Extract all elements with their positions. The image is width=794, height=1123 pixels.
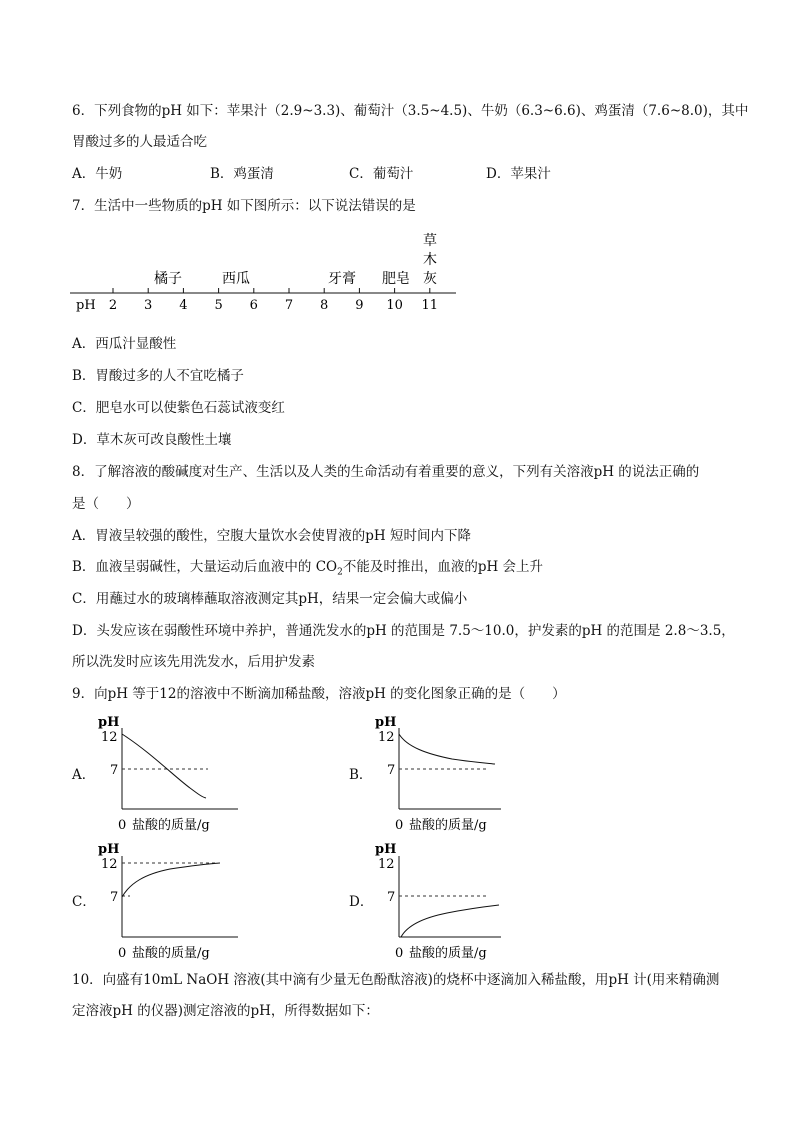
tick-label-2: 2 (108, 298, 118, 313)
graph-c-y-label: pH (98, 842, 120, 857)
q7-option-b[interactable]: B．胃酸过多的人不宜吃橘子 (72, 368, 244, 384)
graph-b-curve (399, 734, 495, 764)
graph-b-y-label: pH (375, 715, 397, 730)
q8-option-c[interactable]: C．用蘸过水的玻璃棒蘸取溶液测定其pH，结果一定会偏大或偏小 (72, 591, 468, 607)
q8-option-b[interactable] (72, 557, 543, 583)
graph-a-tick-7: 7 (110, 763, 119, 778)
graph-d[interactable] (367, 838, 527, 966)
label-watermelon: 西瓜 (222, 271, 250, 287)
q7-stem: 7．生活中一些物质的pH 如下图所示：以下说法错误的是 (72, 198, 416, 214)
graph-c-letter[interactable]: C． (72, 894, 96, 910)
graph-d-tick-7: 7 (387, 890, 396, 905)
label-toothpaste: 牙膏 (328, 271, 356, 287)
q6-option-c[interactable]: C．葡萄汁 (349, 166, 414, 182)
ph-number-line (70, 228, 470, 318)
graph-d-letter[interactable]: D． (349, 894, 374, 910)
tick-label-10: 10 (386, 298, 403, 313)
graph-a-y-label: pH (98, 715, 120, 730)
tick-label-6: 6 (249, 298, 258, 313)
q6-option-b[interactable]: B．鸡蛋清 (210, 166, 274, 182)
graph-a-x-label: 盐酸的质量/g (132, 818, 210, 833)
graph-b-x-label: 盐酸的质量/g (409, 818, 487, 833)
q6-stem-line1: 6．下列食物的pH 如下：苹果汁（2.9~3.3)、葡萄汁（3.5~4.5)、牛奶（6.3~6.6)、鸡蛋清（7.6~8.0)，其中 (72, 103, 749, 119)
q7-option-d[interactable]: D．草木灰可改良酸性土壤 (72, 432, 232, 448)
graph-c-tick-12: 12 (101, 857, 118, 872)
graph-a[interactable] (90, 712, 250, 838)
tick-label-3: 3 (144, 298, 153, 313)
q8-option-b-post: 不能及时推出，血液的pH 会上升 (342, 559, 544, 575)
q6-option-a[interactable]: A．牛奶 (72, 166, 123, 182)
graph-b-letter[interactable]: B． (349, 767, 373, 783)
q8-option-a[interactable]: A．胃液呈较强的酸性，空腹大量饮水会使胃液的pH 短时间内下降 (72, 528, 471, 544)
q8-option-b-pre: B．血液呈弱碱性，大量运动后血液中的 CO (72, 559, 338, 575)
tick-label-11: 11 (421, 298, 439, 313)
tick-group (109, 288, 438, 313)
graph-d-curve (401, 905, 499, 937)
label-ash-1: 草 (423, 233, 437, 249)
graph-a-tick-12: 12 (101, 730, 118, 745)
tick-label-8: 8 (320, 298, 329, 313)
q6-stem-line2: 胃酸过多的人最适合吃 (72, 134, 207, 150)
graph-a-origin: 0 (118, 818, 127, 833)
tick-label-7: 7 (284, 298, 294, 313)
label-soap: 肥皂 (382, 271, 410, 287)
graph-d-y-label: pH (375, 842, 397, 857)
q9-stem: 9．向pH 等于12的溶液中不断滴加稀盐酸，溶液pH 的变化图象正确的是（ ） (72, 686, 566, 702)
q8-stem-line2: 是（ ） (72, 496, 140, 512)
q7-option-c[interactable]: C．肥皂水可以使紫色石蕊试液变红 (72, 400, 285, 416)
q10-stem-line1: 10．向盛有10mL NaOH 溶液(其中滴有少量无色酚酞溶液)的烧杯中逐滴加入稀盐酸，用pH 计(用来精确测 (72, 972, 720, 988)
label-orange: 橘子 (154, 271, 182, 287)
q7-option-a[interactable]: A．西瓜汁显酸性 (72, 336, 177, 352)
graph-b-tick-12: 12 (378, 730, 395, 745)
q6-options (72, 164, 772, 184)
graph-d-x-label: 盐酸的质量/g (409, 946, 487, 961)
graph-a-curve (122, 734, 206, 798)
graph-a-letter[interactable]: A． (72, 767, 96, 783)
q8-stem-line1: 8．了解溶液的酸碱度对生产、生活以及人类的生命活动有着重要的意义，下列有关溶液pH 的说法正确的 (72, 464, 700, 480)
q8-option-d-line2: 所以洗发时应该先用洗发水，后用护发素 (72, 654, 315, 670)
tick-label-5: 5 (214, 298, 223, 313)
graph-c-curve (122, 863, 220, 897)
label-ash-3: 灰 (423, 271, 437, 287)
number-line-ph-label: pH (76, 298, 96, 313)
graph-c-tick-7: 7 (110, 890, 119, 905)
graph-d-origin: 0 (395, 946, 404, 961)
graph-b-origin: 0 (395, 818, 404, 833)
graph-b-tick-7: 7 (387, 763, 396, 778)
graph-c-x-label: 盐酸的质量/g (132, 946, 210, 961)
label-ash-2: 木 (423, 252, 437, 268)
graph-c-origin: 0 (118, 946, 127, 961)
tick-label-9: 9 (355, 298, 364, 313)
graph-b[interactable] (367, 712, 527, 838)
tick-label-4: 4 (179, 298, 188, 313)
q6-option-d[interactable]: D．苹果汁 (486, 166, 551, 182)
q10-stem-line2: 定溶液pH 的仪器)测定溶液的pH，所得数据如下： (72, 1003, 379, 1019)
graph-d-tick-12: 12 (378, 857, 395, 872)
graph-c[interactable] (90, 838, 250, 966)
q8-option-d-line1[interactable]: D．头发应该在弱酸性环境中养护，普通洗发水的pH 的范围是 7.5～10.0，护发素的pH 的范围是 2.8～3.5， (72, 623, 735, 639)
q8-option-b-sub: 2 (337, 567, 343, 578)
